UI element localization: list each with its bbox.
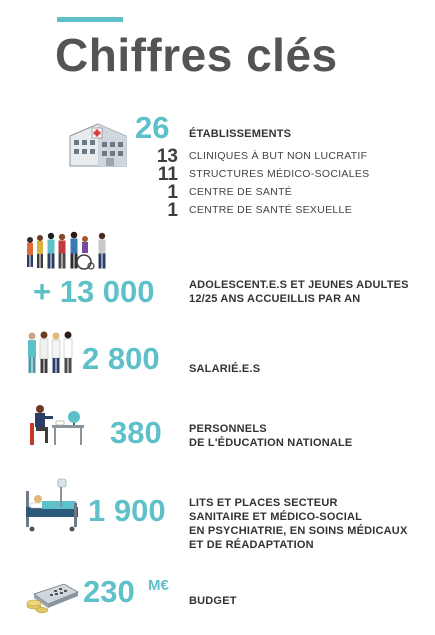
beds-number: 1 900: [88, 493, 166, 528]
teachers-label-line2: DE L'ÉDUCATION NATIONALE: [189, 437, 353, 449]
beds-label-line: EN PSYCHIATRIE, EN SOINS MÉDICAUX: [189, 525, 408, 537]
budget-unit: M€: [148, 577, 169, 594]
teachers-number: 380: [110, 415, 162, 450]
breakdown-number: 1: [167, 200, 178, 221]
establishments-label: ÉTABLISSEMENTS: [189, 128, 292, 140]
budget-label: BUDGET: [189, 595, 237, 607]
establishments-number: 26: [135, 110, 170, 145]
breakdown-label: CLINIQUES À BUT NON LUCRATIF: [189, 150, 368, 162]
page-title: Chiffres clés: [55, 29, 338, 81]
breakdown-label: CENTRE DE SANTÉ: [189, 186, 293, 198]
beds-label-line: SANITAIRE ET MÉDICO-SOCIAL: [189, 511, 363, 523]
youth-label-line2: 12/25 ANS ACCUEILLIS PAR AN: [189, 293, 361, 305]
hospital-building-icon: [68, 118, 130, 170]
breakdown-number: 13: [156, 146, 178, 167]
budget-number: 230: [83, 574, 135, 609]
breakdown-number: 1: [167, 182, 178, 203]
hospital-bed-icon: [22, 477, 84, 533]
breakdown-number: 11: [157, 164, 178, 185]
beds-label-line: ET DE RÉADAPTATION: [189, 539, 314, 551]
medical-staff-icon: [22, 330, 82, 376]
breakdown-label: CENTRE DE SANTÉ SEXUELLE: [189, 204, 352, 216]
beds-label-line: LITS ET PLACES SECTEUR: [189, 497, 338, 509]
staff-label: SALARIÉ.E.S: [189, 363, 261, 375]
staff-number: 2 800: [82, 341, 160, 376]
teacher-desk-icon: [26, 403, 88, 449]
youth-number: + 13 000: [33, 274, 155, 309]
young-people-group-icon: [24, 226, 114, 274]
accent-bar: [57, 17, 123, 22]
calculator-coins-icon: [24, 580, 80, 616]
teachers-label-line1: PERSONNELS: [189, 423, 267, 435]
breakdown-label: STRUCTURES MÉDICO-SOCIALES: [189, 168, 370, 180]
youth-label-line1: ADOLESCENT.E.S ET JEUNES ADULTES: [189, 279, 409, 291]
